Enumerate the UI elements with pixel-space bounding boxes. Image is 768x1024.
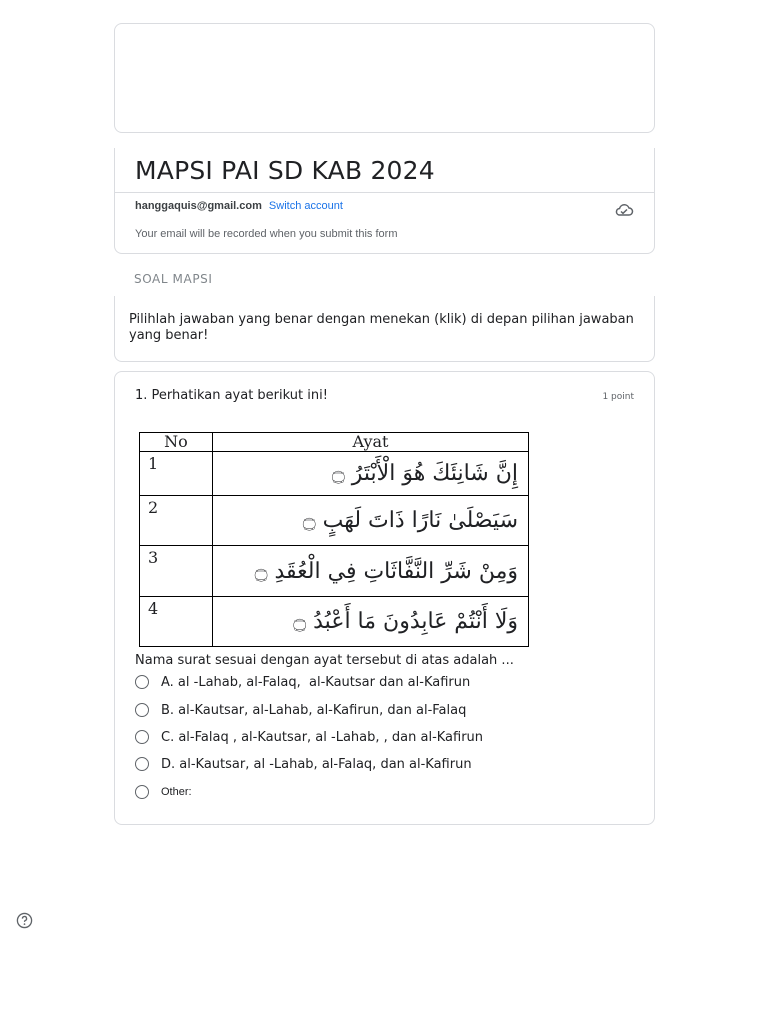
other-label: Other: xyxy=(161,786,192,798)
switch-account-link[interactable]: Switch account xyxy=(268,200,343,212)
form-title: MAPSI PAI SD KAB 2024 xyxy=(135,156,435,185)
cloud-sync-icon xyxy=(614,202,634,218)
radio-button[interactable] xyxy=(135,757,149,771)
header-divider xyxy=(115,192,654,193)
ayat-table xyxy=(139,432,529,647)
question-card xyxy=(114,371,655,825)
email-record-note: Your email will be recorded when you submit this form xyxy=(135,228,398,240)
form-banner xyxy=(114,23,655,133)
section-description: Pilihlah jawaban yang benar dengan menekan (klik) di depan pilihan jawaban yang benar! xyxy=(129,312,634,343)
help-icon[interactable] xyxy=(16,912,33,929)
radio-button[interactable] xyxy=(135,703,149,717)
ayat-text: وَمِنْ شَرِّ النَّفَّاثَاتِ فِي الْعُقَدِ ۝ xyxy=(213,546,529,597)
radio-button[interactable] xyxy=(135,675,149,689)
row-number: 4 xyxy=(140,597,213,647)
table-header-row xyxy=(140,433,529,452)
row-number: 3 xyxy=(140,546,213,597)
option-label: D. al-Kautsar, al -Lahab, al-Falaq, dan al-Kafirun xyxy=(161,756,472,772)
radio-button[interactable] xyxy=(135,730,149,744)
row-number: 1 xyxy=(140,452,213,496)
question-prompt: Nama surat sesuai dengan ayat tersebut di atas adalah ... xyxy=(135,653,514,668)
table-row xyxy=(140,597,529,647)
ayat-text: وَلَا أَنْتُمْ عَابِدُونَ مَا أَعْبُدُ ۝ xyxy=(213,597,529,647)
option-d[interactable] xyxy=(135,755,472,773)
row-number: 2 xyxy=(140,496,213,546)
account-row xyxy=(135,200,343,212)
option-label: A. al -Lahab, al-Falaq, al-Kautsar dan al-Kafirun xyxy=(161,674,471,690)
question-points: 1 point xyxy=(602,392,634,402)
option-b[interactable] xyxy=(135,701,466,719)
option-a[interactable] xyxy=(135,673,470,691)
section-label: SOAL MAPSI xyxy=(134,272,213,286)
table-row xyxy=(140,496,529,546)
question-title: 1. Perhatikan ayat berikut ini! xyxy=(135,388,328,403)
option-label: B. al-Kautsar, al-Lahab, al-Kafirun, dan al-Falaq xyxy=(161,702,467,718)
ayat-text: إِنَّ شَانِئَكَ هُوَ الْأَبْتَرُ ۝ xyxy=(213,452,529,496)
table-header-ayat: Ayat xyxy=(213,433,529,452)
radio-button[interactable] xyxy=(135,785,149,799)
account-email: hanggaquis@gmail.com xyxy=(135,200,262,212)
table-row xyxy=(140,452,529,496)
ayat-text: سَيَصْلَىٰ نَارًا ذَاتَ لَهَبٍ ۝ xyxy=(213,496,529,546)
table-header-no: No xyxy=(140,433,213,452)
section-description-card xyxy=(114,296,655,362)
option-label: C. al-Falaq , al-Kautsar, al -Lahab, , dan al-Kafirun xyxy=(161,729,484,745)
option-other[interactable] xyxy=(135,783,192,801)
option-c[interactable] xyxy=(135,728,483,746)
form-header-card xyxy=(114,148,655,254)
table-row xyxy=(140,546,529,597)
